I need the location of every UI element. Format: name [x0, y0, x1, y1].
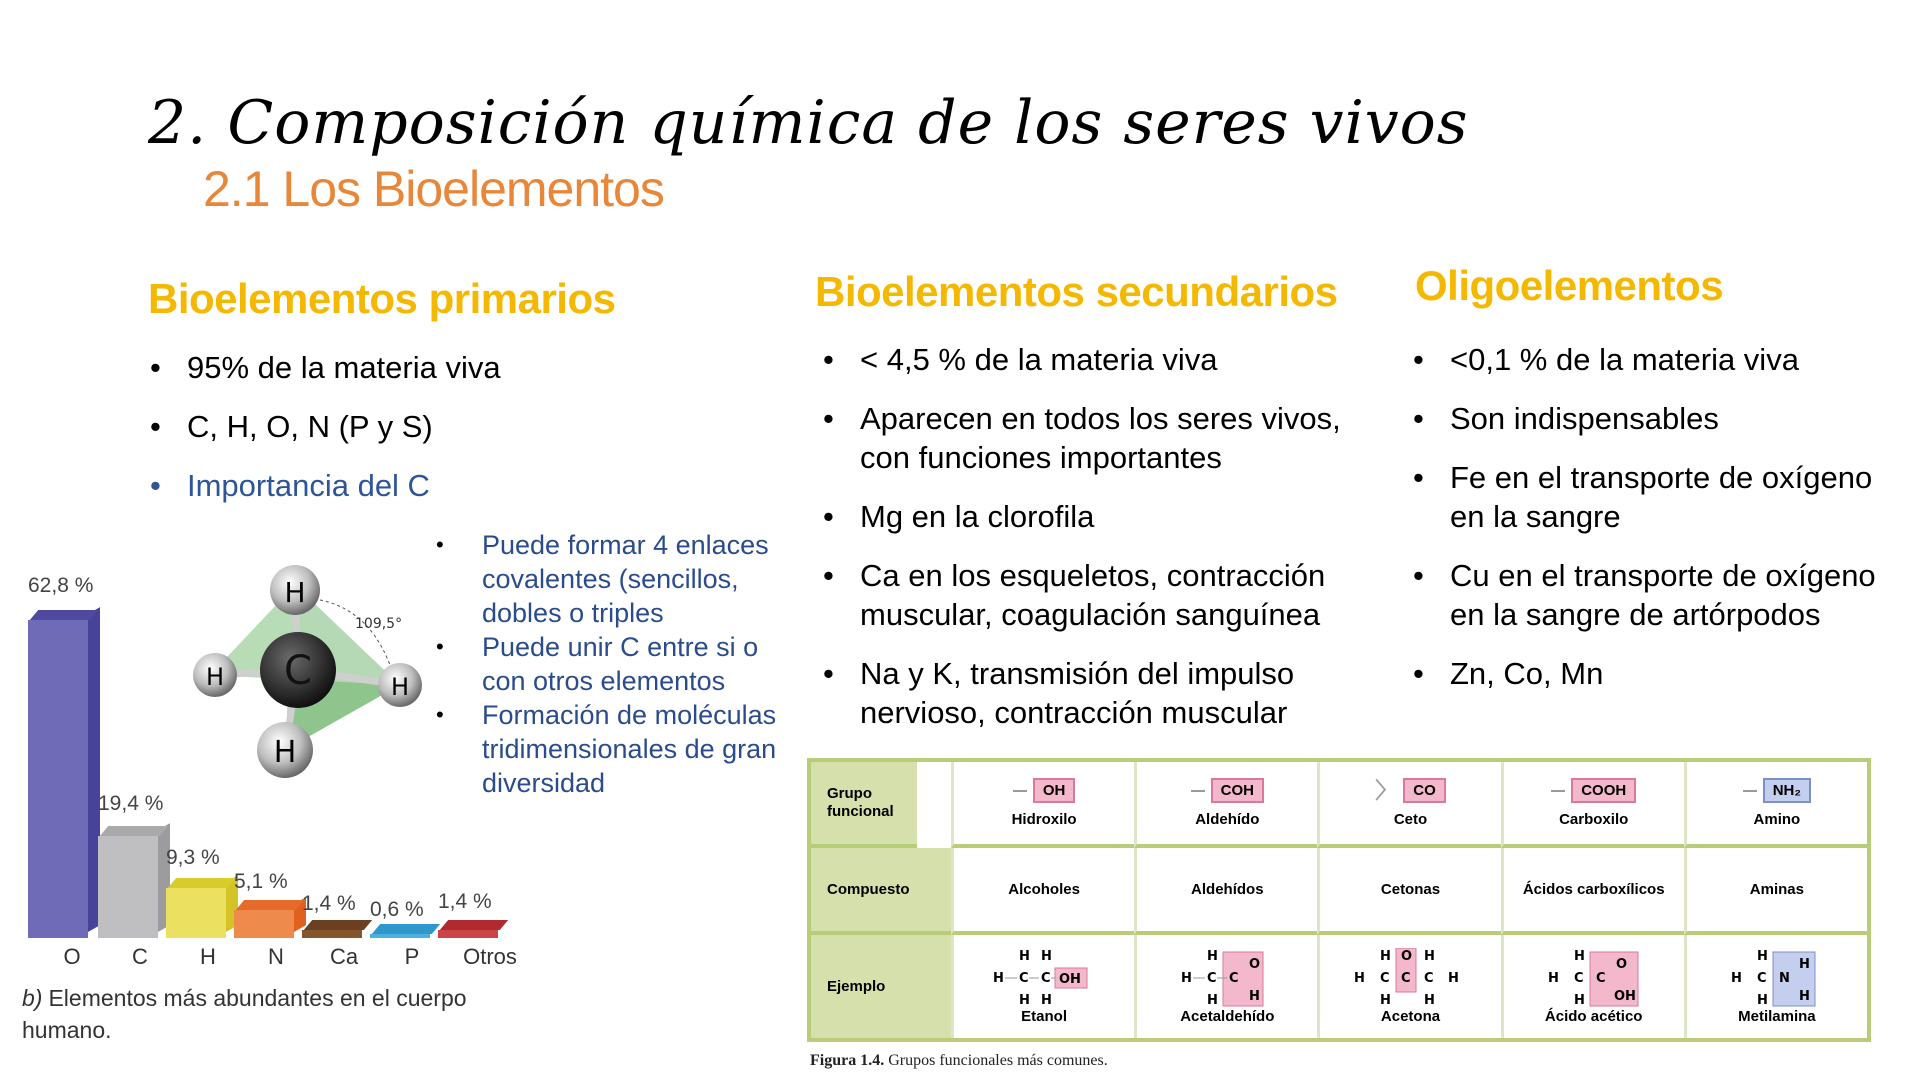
- svg-text:H: H: [1573, 948, 1585, 964]
- caption-text: Elementos más abundantes en el cuerpo humano.: [22, 985, 467, 1043]
- group-formula: COOH: [1571, 778, 1636, 803]
- table-cell: [1134, 935, 1317, 1039]
- table-cell: [1501, 762, 1684, 848]
- list-item: • Cu en el transporte de oxígeno en la sangre de artórpodos: [1413, 556, 1913, 634]
- table-cell: Aminas: [1684, 848, 1867, 934]
- svg-text:H: H: [1424, 992, 1436, 1008]
- group-formula: COH: [1211, 778, 1264, 803]
- list-item: • Formación de moléculas tridimensionales de gran diversidad: [436, 698, 796, 800]
- list-item: • C, H, O, N (P y S): [150, 407, 710, 446]
- example-name: Ácido acético: [1544, 1007, 1643, 1025]
- svg-text:O: O: [1615, 956, 1627, 972]
- list-item: • Ca en los esqueletos, contracción muscular, coagulación sanguínea: [823, 556, 1383, 634]
- svg-text:H: H: [1019, 992, 1030, 1008]
- list-item: • Mg en la clorofila: [823, 497, 1383, 536]
- row-header-compuesto: Compuesto: [811, 848, 951, 934]
- chart-caption: [22, 982, 522, 1046]
- acido-acetico-structure: [1544, 948, 1644, 1008]
- heading-primarios: Bioelementos primarios: [148, 275, 616, 322]
- svg-text:H: H: [1424, 948, 1436, 964]
- functional-groups-table: [807, 758, 1871, 1042]
- table-cell: [951, 762, 1134, 848]
- list-item: • 95% de la materia viva: [150, 348, 710, 387]
- etanol-structure: [989, 948, 1099, 1008]
- table-cell: [1134, 762, 1317, 848]
- group-formula: NH₂: [1763, 778, 1811, 803]
- svg-text:C: C: [1380, 970, 1391, 986]
- metilamina-structure: [1727, 948, 1827, 1008]
- svg-text:H: H: [1249, 988, 1261, 1004]
- svg-text:C: C: [284, 648, 312, 694]
- table-cell: Cetonas: [1317, 848, 1500, 934]
- svg-text:H: H: [1041, 948, 1052, 964]
- slide-title: 2. Composición química de los seres vivos: [148, 88, 1469, 158]
- svg-text:H: H: [1207, 992, 1219, 1008]
- group-name: Aldehído: [1195, 811, 1260, 829]
- list-item: • Zn, Co, Mn: [1413, 654, 1913, 693]
- group-name: Ceto: [1393, 811, 1428, 829]
- table-cell: 〉 CO Ceto: [1317, 762, 1500, 848]
- category-label: C: [132, 944, 148, 969]
- svg-text:OH: OH: [1059, 971, 1082, 987]
- svg-text:H: H: [993, 970, 1004, 986]
- svg-text:C: C: [1424, 970, 1435, 986]
- svg-text:H: H: [1354, 970, 1366, 986]
- row-header-ejemplo: Ejemplo: [811, 935, 951, 1039]
- row-header-grupo: Grupo funcional: [811, 762, 917, 848]
- oligoelementos-list: [1413, 340, 1913, 713]
- svg-text:H: H: [1756, 948, 1768, 964]
- table-cell: [1684, 762, 1867, 848]
- list-item: • Na y K, transmisión del impulso nervioso, contracción muscular: [823, 654, 1383, 732]
- group-formula: CO: [1403, 778, 1446, 803]
- svg-text:H: H: [1181, 970, 1193, 986]
- svg-text:H: H: [1380, 948, 1392, 964]
- bar-N: 5,1 %: [234, 910, 294, 938]
- svg-text:O: O: [1249, 956, 1261, 972]
- svg-text:C: C: [1229, 970, 1239, 986]
- bar-O: 62,8 %: [28, 620, 88, 938]
- svg-text:H: H: [1730, 970, 1742, 986]
- caption-label: Figura 1.4.: [810, 1052, 885, 1069]
- svg-text:C: C: [1041, 970, 1051, 986]
- element-abundance-chart: [20, 574, 540, 970]
- svg-text:H: H: [1380, 992, 1392, 1008]
- svg-text:109,5°: 109,5°: [355, 616, 403, 632]
- svg-text:C: C: [1401, 970, 1412, 986]
- svg-text:H: H: [1448, 970, 1460, 986]
- svg-text:H: H: [1798, 956, 1810, 972]
- svg-text:H: H: [1547, 970, 1559, 986]
- svg-text:H: H: [1756, 992, 1768, 1008]
- table-cell: Ácidos carboxílicos: [1501, 848, 1684, 934]
- acetona-structure: [1350, 948, 1470, 1008]
- acetaldehido-structure: [1177, 948, 1277, 1008]
- svg-text:H: H: [1207, 948, 1219, 964]
- table-cell: Aldehídos: [1134, 848, 1317, 934]
- bar-H: 9,3 %: [166, 888, 226, 938]
- bar-Otros: 1,4 %: [438, 930, 498, 938]
- list-item: • < 4,5 % de la materia viva: [823, 340, 1383, 379]
- svg-text:N: N: [1778, 970, 1790, 986]
- example-name: Etanol: [1021, 1007, 1068, 1025]
- primarios-list: [150, 348, 710, 525]
- list-item: • Fe en el transporte de oxígeno en la sangre: [1413, 458, 1913, 536]
- group-name: Amino: [1753, 811, 1801, 829]
- group-name: Hidroxilo: [1011, 811, 1077, 829]
- list-item: • Importancia del C: [150, 466, 710, 505]
- slide-subtitle: 2.1 Los Bioelementos: [203, 161, 664, 217]
- svg-text:C: C: [1595, 970, 1606, 986]
- group-formula: OH: [1033, 778, 1076, 803]
- category-label: P: [404, 944, 420, 969]
- svg-text:C: C: [1019, 970, 1029, 986]
- list-item: • Son indispensables: [1413, 399, 1913, 438]
- table-cell: [1684, 935, 1867, 1039]
- example-name: Acetona: [1380, 1007, 1441, 1025]
- svg-text:H: H: [1798, 988, 1810, 1004]
- category-label: N: [268, 944, 284, 969]
- caption-marker: b): [22, 985, 43, 1011]
- table-cell: [951, 935, 1134, 1039]
- svg-text:H: H: [390, 673, 410, 701]
- svg-text:H: H: [273, 735, 297, 770]
- bar-P: 0,6 %: [370, 934, 430, 938]
- table-caption: [810, 1052, 1108, 1070]
- svg-text:OH: OH: [1613, 988, 1636, 1004]
- heading-oligoelementos: Oligoelementos: [1415, 262, 1724, 309]
- category-label: H: [200, 944, 216, 969]
- example-name: Metilamina: [1738, 1007, 1816, 1025]
- list-item: • Puede unir C entre si o con otros elementos: [436, 630, 796, 698]
- group-name: Carboxilo: [1559, 811, 1629, 829]
- list-item: • <0,1 % de la materia viva: [1413, 340, 1913, 379]
- table-cell: [1501, 935, 1684, 1039]
- svg-text:H: H: [1019, 948, 1030, 964]
- table-cell: [1317, 935, 1500, 1039]
- svg-text:H: H: [205, 663, 225, 691]
- category-label: Otros: [463, 944, 517, 969]
- bar-Ca: 1,4 %: [302, 930, 362, 938]
- secundarios-list: [823, 340, 1383, 752]
- svg-text:H: H: [284, 576, 306, 609]
- svg-text:C: C: [1573, 970, 1584, 986]
- list-item: • Aparecen en todos los seres vivos, con funciones importantes: [823, 399, 1383, 477]
- heading-secundarios: Bioelementos secundarios: [815, 268, 1338, 315]
- svg-text:H: H: [1041, 992, 1052, 1008]
- bar-C: 19,4 %: [98, 836, 158, 938]
- category-label: O: [63, 944, 81, 969]
- category-label: Ca: [329, 944, 359, 969]
- svg-text:C: C: [1207, 970, 1217, 986]
- example-name: Acetaldehído: [1180, 1007, 1275, 1025]
- svg-text:O: O: [1401, 948, 1413, 964]
- list-item: • Puede formar 4 enlaces covalentes (sencillos, dobles o triples: [436, 528, 796, 630]
- table-cell: Alcoholes: [951, 848, 1134, 934]
- svg-text:H: H: [1573, 992, 1585, 1008]
- caption-text: Grupos funcionales más comunes.: [888, 1052, 1108, 1069]
- svg-text:C: C: [1756, 970, 1767, 986]
